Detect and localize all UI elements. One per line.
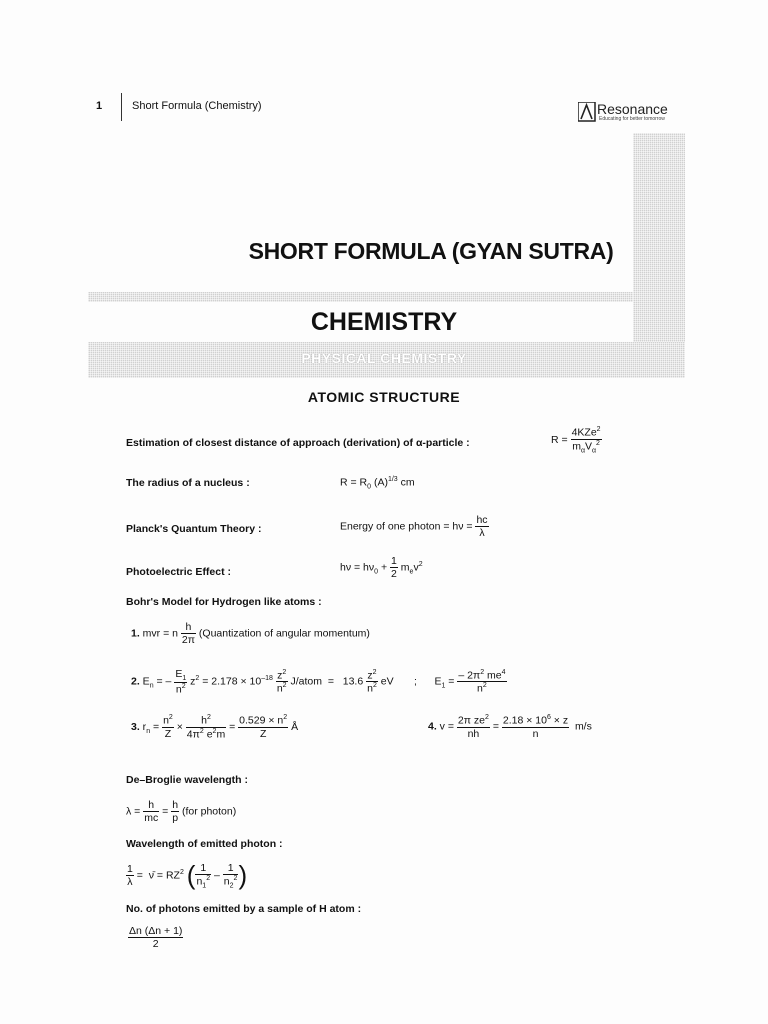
radius-formula: $R = R_0$ $(A)^{1/3}$ cm xyxy=(340,476,415,491)
photoelectric-label: Photoelectric Effect : xyxy=(126,566,232,578)
subject-title: CHEMISTRY xyxy=(310,308,458,336)
title-band xyxy=(88,292,633,302)
bohr-formula-2: 2. $E_n$ = – $\frac{E_1}{n^2}$ $z^2 = 2.178 \times 10^{-18}$ $\frac{z^2}{n^2}$ J/atom = 13.6 $\frac{z^2}{n^2}$ eV ; $E_1$ = $\frac{- 2\pi^2 me^4}{n^2}$ xyxy=(131,668,506,696)
wavelength-label: Wavelength of emitted photon : xyxy=(126,838,283,850)
logo-mark-icon xyxy=(578,102,596,122)
bohr-formula-1: 1. mvr = n $\frac{h}{2\pi}$ (Quantization of angular momentum) xyxy=(131,621,370,646)
bohr-label: Bohr's Model for Hydrogen like atoms : xyxy=(126,596,322,608)
bohr-formula-4: 4. v = $\frac{2\pi ze^2}{nh}$ = $\frac{2.18 \times 10^6 \times z}{n}$ m/s xyxy=(428,714,592,740)
logo-name: Resonance xyxy=(597,101,668,117)
bohr-formula-3: 3. $r_n$ = $\frac{n^2}{Z}$ × $\frac{h^2}{4\pi^2 e^2m}$ = $\frac{0.529 \times n^2}{Z}$ Å xyxy=(131,714,299,740)
radius-label: The radius of a nucleus : xyxy=(126,477,250,489)
header-title: Short Formula (Chemistry) xyxy=(132,100,262,112)
resonance-logo xyxy=(578,102,680,124)
debroglie-formula: λ = $\frac{h}{mc}$ = $\frac{h}{p}$ (for photon) xyxy=(126,799,237,824)
chapter-title: ATOMIC STRUCTURE xyxy=(307,389,461,405)
debroglie-label: De–Broglie wavelength : xyxy=(126,774,248,786)
closest-approach-label: Estimation of closest distance of approach (derivation) of α-particle : xyxy=(126,437,470,449)
header-divider xyxy=(121,93,122,121)
closest-approach-formula: R = $\frac{4KZe^2}{m_\alpha V_\alpha^2}$ xyxy=(551,426,601,455)
main-title: SHORT FORMULA (GYAN SUTRA) xyxy=(248,238,614,264)
branch-title: PHYSICAL CHEMISTRY xyxy=(301,350,467,366)
photons-formula: $\frac{\Delta n (\Delta n + 1)}{2}$ xyxy=(129,925,183,950)
logo-tagline: Educating for better tomorrow xyxy=(599,116,665,122)
page-number: 1 xyxy=(96,100,103,112)
planck-label: Planck's Quantum Theory : xyxy=(126,523,262,535)
wavelength-formula: $\frac{1}{\lambda}$ = ν̄ = $RZ^2$ ( $\frac{1}{n_1^2}$ – $\frac{1}{n_2^2}$ ) xyxy=(127,860,248,890)
photoelectric-formula: $h\nu = h\nu_0$ + $\frac{1}{2}$ $m_ev^2$ xyxy=(340,555,423,580)
planck-formula: Energy of one photon = hν = $\frac{hc}{\lambda}$ xyxy=(340,514,488,539)
photons-label: No. of photons emitted by a sample of H atom : xyxy=(126,903,362,915)
